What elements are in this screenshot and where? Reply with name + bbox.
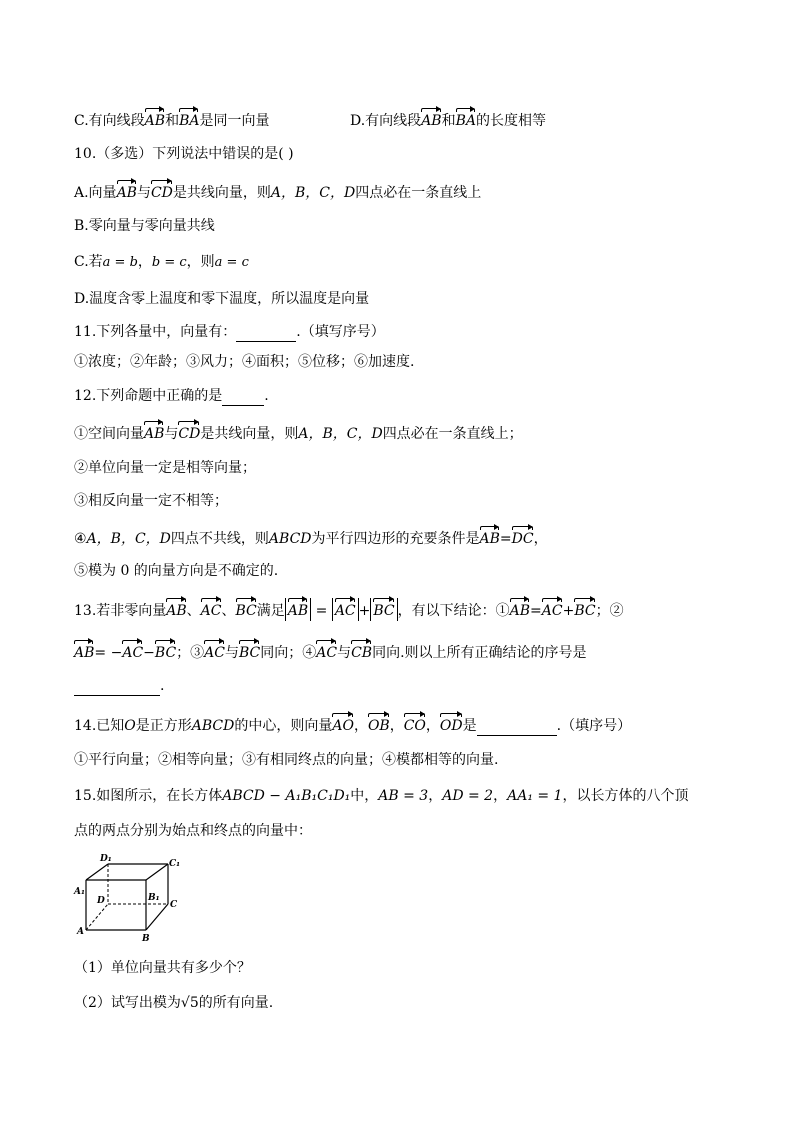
question-10-stem: 10.（多选）下列说法中错误的是( ) [74,146,294,162]
question-12-item-4 [74,526,548,549]
points-text: A，B，C，D [298,426,383,442]
vector-ob: OB [368,713,390,736]
answer-blank[interactable] [477,721,557,736]
vector-ac: AC [201,598,222,621]
item-text: 四点不共线，则 [170,531,269,547]
stem-text: ；② [595,603,624,619]
label-b1: B₁ [148,893,160,903]
answer-blank[interactable] [236,327,296,342]
length-ad: AD = 2 [442,788,494,804]
separator: 、 [186,603,201,619]
option-9d [350,108,546,131]
stem-text: 中， [350,788,379,804]
stem-text: 同向；④ [260,645,317,661]
vector-cb: CB [351,640,372,663]
vector-bc: BC [239,640,260,663]
vector-bc: BC [574,598,595,621]
option-text: C.若 [74,254,103,270]
edge-bc [146,904,168,930]
vector-bc: BC [373,598,394,621]
shape-name: ABCD [191,718,235,734]
vector-ab: AB [144,421,164,444]
operator: = [530,603,542,619]
stem-text: 11.下列各量中，向量有： [74,324,237,340]
option-text: D.有向线段 [350,113,422,129]
operator: + [358,603,371,619]
vector-ao: AO [332,713,354,736]
question-12-item-2: ②单位向量一定是相等向量； [74,460,256,476]
length-aa1: AA₁ = 1 [507,788,563,804]
label-d: D [97,896,105,906]
question-13-line-2 [74,640,587,663]
option-10d: D.温度含零上温度和零下温度，所以温度是向量 [74,291,370,307]
operator: = − [94,645,123,661]
vector-cd: CD [151,180,173,203]
points-text: A，B，C，D [86,531,171,547]
connector-text: 与 [164,426,179,442]
edge-ad-hidden [86,904,108,930]
shape-name: ABCD [268,531,312,547]
modulus-bc [370,598,397,621]
question-13-line-3 [74,676,164,696]
stem-text: .（填写序号） [296,324,385,340]
connector-text: 和 [441,113,456,129]
question-15-line-2: 点的两点分别为始点和终点的向量中： [74,823,312,839]
option-text: C.有向线段 [74,113,145,129]
stem-text: 12.下列命题中正确的是 [74,388,223,404]
option-text: 的长度相等 [476,113,546,129]
point-o: O [124,718,136,734]
operator: + [562,603,575,619]
modulus-ac [332,598,359,621]
question-12-item-1 [74,421,523,444]
question-13-line-1 [74,598,624,621]
separator: ， [493,788,508,804]
stem-text: ，以长方体的八个顶 [562,788,689,804]
vector-ab: AB [145,108,165,131]
stem-text: 的中心，则向量 [234,718,333,734]
question-12-stem [74,386,269,406]
item-text: ， [533,531,548,547]
stem-text: .（填序号） [556,718,632,734]
vector-od: OD [440,713,463,736]
item-text: 四点必在一条直线上； [382,426,523,442]
stem-text: 的所有向量. [198,995,274,1011]
points-text: A，B，C，D [270,185,356,201]
question-14-stem [74,713,631,736]
vector-ab: AB [74,640,94,663]
option-10c [74,252,249,273]
operator: − [143,645,155,661]
stem-text: ；③ [176,645,205,661]
connector-text: 与 [136,185,151,201]
option-text: 四点必在一条直线上 [355,185,482,201]
vector-ac: AC [122,640,143,663]
vector-ab: AB [166,598,186,621]
separator: ， [137,254,152,270]
cuboid-name: ABCD − A₁B₁C₁D₁ [222,788,351,804]
question-15-sub-1: （1）单位向量共有多少个？ [74,960,251,976]
question-15-sub-2 [74,993,273,1013]
stem-text: （2）试写出模为 [74,995,181,1011]
stem-text: 是正方形 [135,718,192,734]
option-text: ，则 [186,254,215,270]
edge-b1c1 [146,864,168,880]
vector-ba: BA [179,108,199,131]
stem-text: 14.已知 [74,718,125,734]
vector-bc: BC [155,640,176,663]
vector-ac: AC [335,598,356,621]
math-expr: a = b [102,255,138,270]
stem-text: 13.若非零向量 [74,603,167,619]
item-text: ①空间向量 [74,426,144,442]
connector-text: 和 [165,113,180,129]
cuboid-figure [70,852,190,944]
stem-text: . [264,388,269,404]
label-d1: D₁ [100,854,112,864]
stem-text: . [160,678,165,694]
stem-text: 满足 [256,603,285,619]
operator: = [499,531,512,547]
vector-ac: AC [316,640,337,663]
option-text: A.向量 [74,185,117,201]
item-text: 为平行四边形的充要条件是 [311,531,480,547]
separator: 、 [221,603,236,619]
option-9c [74,108,269,131]
separator: ， [389,718,404,734]
label-c1: C₁ [169,859,181,869]
label-b: B [142,934,150,944]
connector-text: 与 [337,645,352,661]
label-a: A [77,927,84,937]
stem-text: 15.如图所示，在长方体 [74,788,223,804]
answer-blank[interactable] [74,681,160,696]
math-expr: a = c [214,255,249,270]
question-15-line-1 [74,786,688,806]
vector-dc: DC [512,526,534,549]
vector-ba: BA [456,108,476,131]
connector-text: 与 [224,645,239,661]
math-expr: b = c [151,255,187,270]
label-c: C [170,900,178,910]
item-text: ④ [74,531,87,547]
vector-ab: AB [117,180,137,203]
stem-text: 同向.则以上所有正确结论的序号是 [372,645,587,661]
option-text: 是同一向量 [199,113,270,129]
edge-a1d1 [86,864,108,880]
question-12-item-5: ⑤模为 0 的向量方向是不确定的. [74,563,279,579]
sqrt-five: √5 [180,995,199,1011]
vector-ac: AC [204,640,225,663]
question-12-item-3: ③相反向量一定不相等； [74,493,228,509]
vector-ab: AB [421,108,441,131]
question-14-items: ①平行向量；②相等向量；③有相同终点的向量；④模都相等的向量. [74,752,499,768]
question-11-stem [74,322,385,342]
vector-ac: AC [542,598,563,621]
vector-cd: CD [178,421,200,444]
answer-blank[interactable] [222,391,264,406]
item-text: 是共线向量，则 [200,426,299,442]
length-ab: AB = 3 [378,788,429,804]
stem-text: ，有以下结论：① [397,603,510,619]
vector-ab: AB [480,526,500,549]
question-11-items: ①浓度；②年龄；③风力；④面积；⑤位移；⑥加速度. [74,354,415,370]
vector-ab: AB [288,598,308,621]
stem-text: 是 [462,718,477,734]
modulus-ab [285,598,311,621]
separator: ， [425,718,440,734]
separator: ， [353,718,368,734]
option-10b: B.零向量与零向量共线 [74,218,215,234]
label-a1: A₁ [74,887,85,897]
option-10a [74,180,481,203]
vector-co: CO [404,713,426,736]
vector-ab: AB [510,598,530,621]
operator: = [311,603,332,619]
vector-bc: BC [236,598,257,621]
separator: ， [428,788,443,804]
option-text: 是共线向量，则 [172,185,271,201]
